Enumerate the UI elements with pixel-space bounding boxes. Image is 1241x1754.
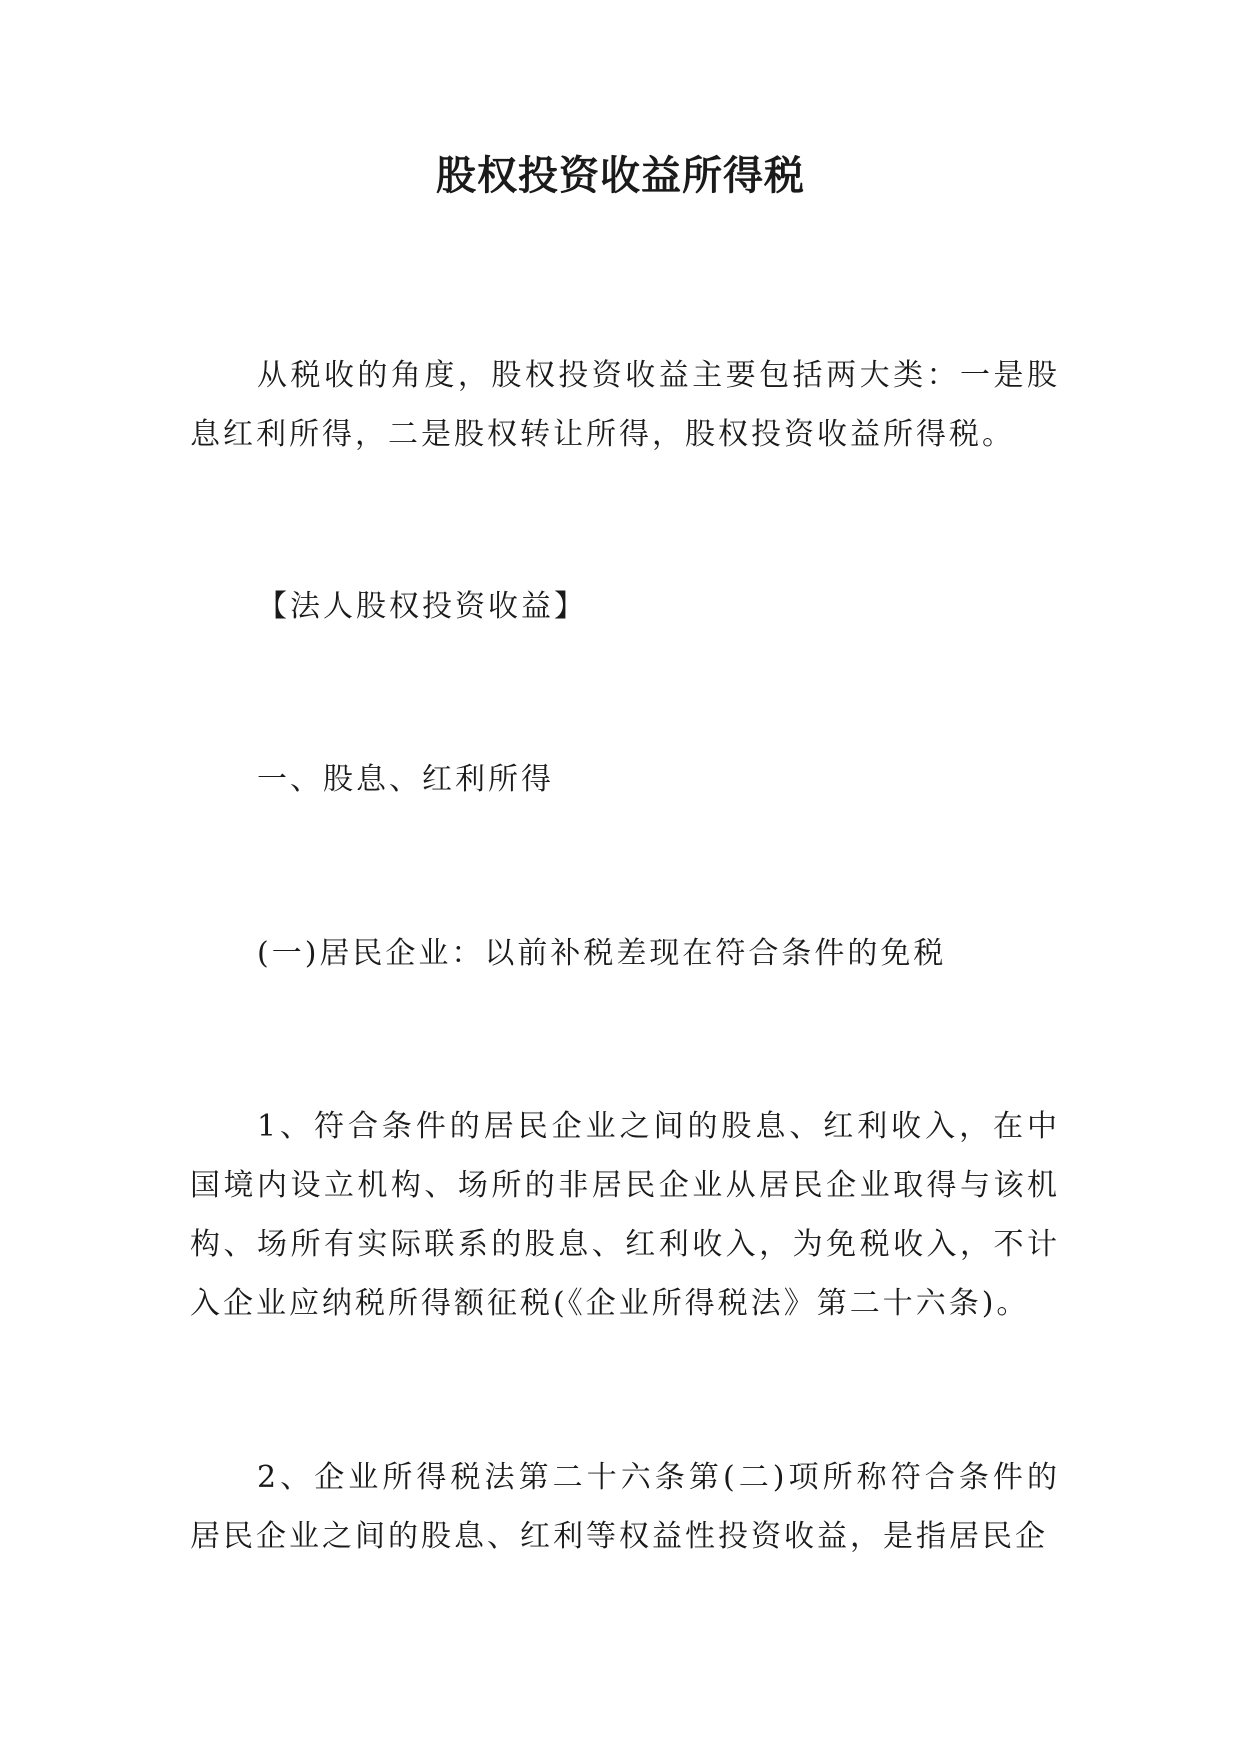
- section-heading-corporate: 【法人股权投资收益】: [257, 589, 587, 624]
- document-title: 股权投资收益所得税: [436, 152, 805, 199]
- intro-paragraph: 从税收的角度，股权投资收益主要包括两大类：一是股息红利所得，二是股权转让所得，股权投资收益所得税。: [190, 358, 1060, 452]
- clause-paragraph-2: 2、企业所得税法第二十六条第(二)项所称符合条件的居民企业之间的股息、红利等权益性投资收益，是指居民企: [190, 1460, 1060, 1554]
- clause-paragraph-1: 1、符合条件的居民企业之间的股息、红利收入，在中国境内设立机构、场所的非居民企业从居民企业取得与该机构、场所有实际联系的股息、红利收入，为免税收入，不计入企业应纳税所得额征税(《企业所得税法》第二十六条)。: [190, 1109, 1060, 1321]
- subsection-heading-dividends: 一、股息、红利所得: [257, 762, 554, 797]
- subsection-heading-resident-enterprise: (一)居民企业：以前补税差现在符合条件的免税: [257, 936, 947, 971]
